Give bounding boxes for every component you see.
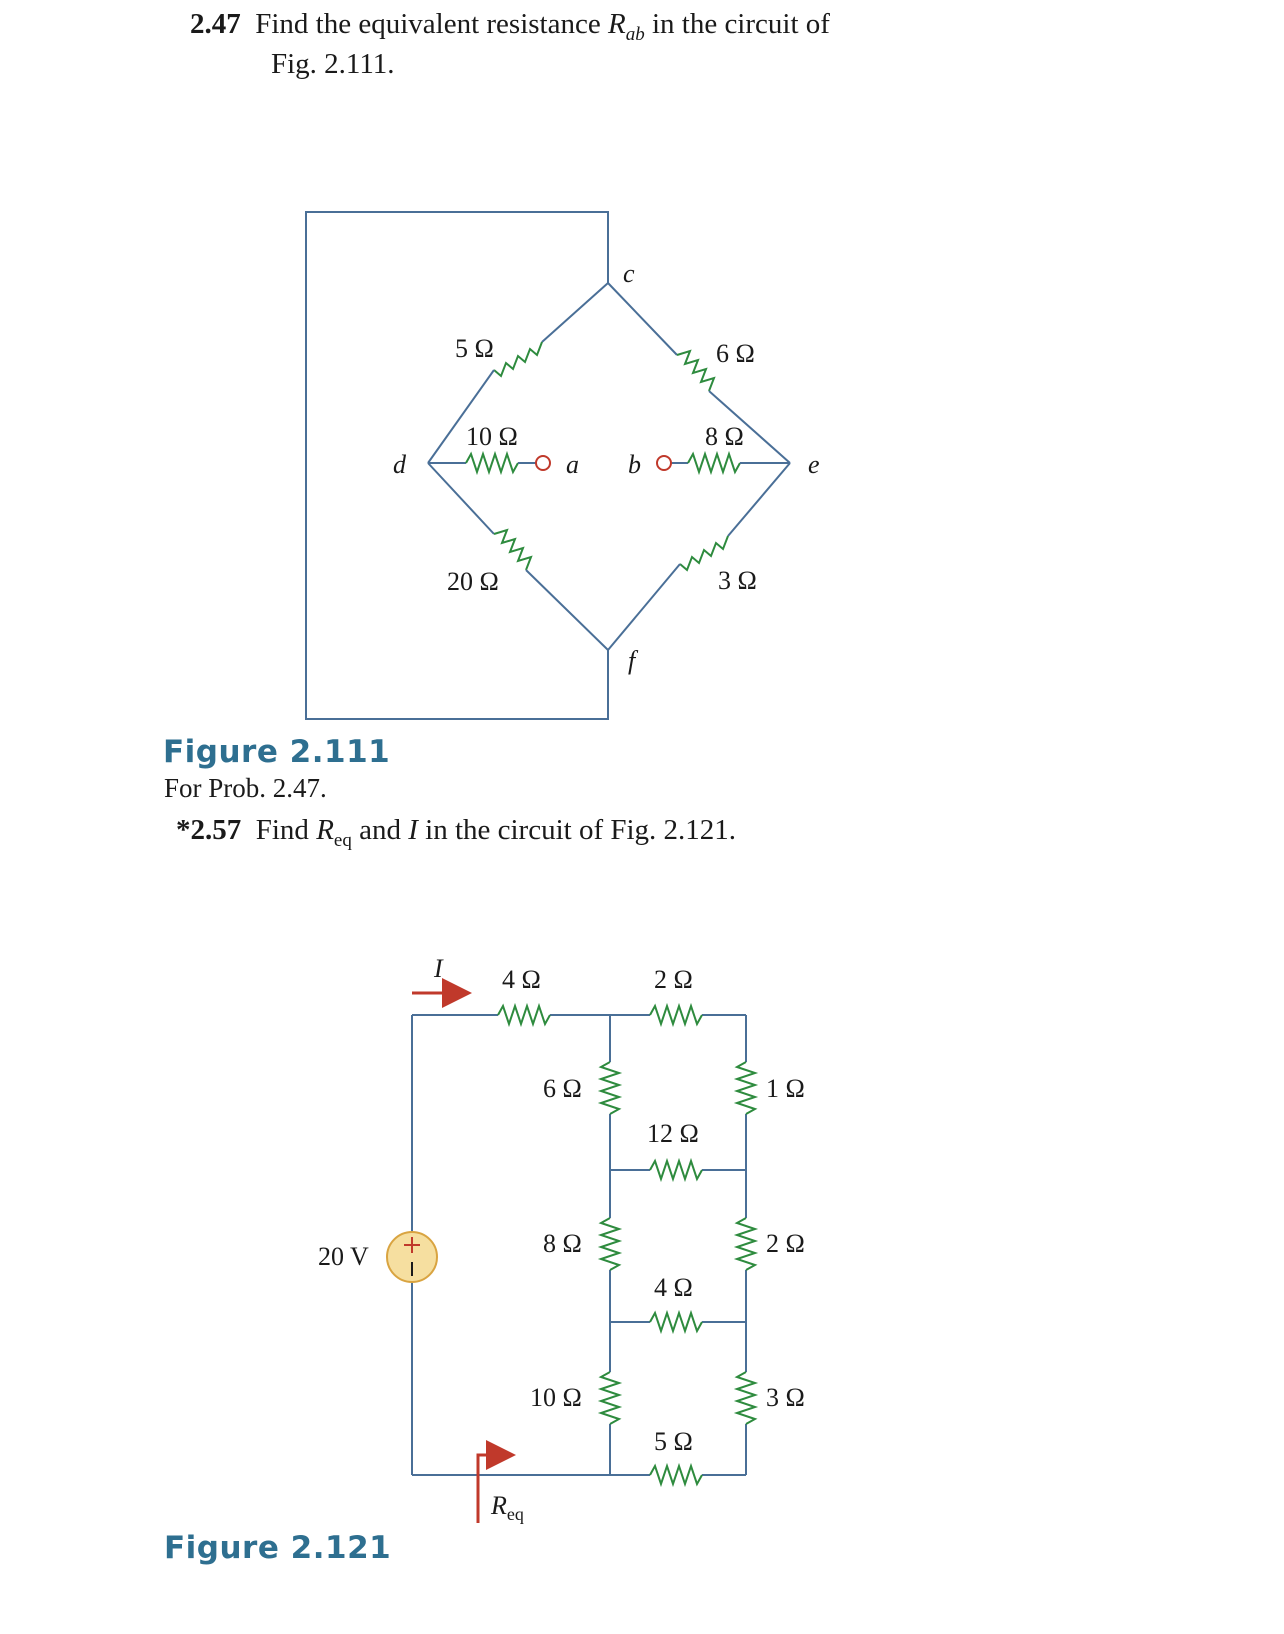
- wire-e-f-upper: [728, 463, 790, 536]
- label-8-ohm: 8 Ω: [705, 422, 744, 451]
- r-subscript: ab: [625, 23, 645, 45]
- wire-c-d-upper: [542, 283, 608, 342]
- label-3-ohm: 3 Ω: [718, 566, 757, 595]
- wire-d-f-upper: [428, 463, 494, 534]
- wire-e-f-lower: [608, 564, 680, 650]
- terminal-a: [536, 456, 550, 470]
- label-20-ohm: 20 Ω: [447, 567, 499, 596]
- resistor-8-ohm: [601, 1218, 619, 1270]
- terminal-b: [657, 456, 671, 470]
- resistor-5-ohm: [494, 342, 542, 376]
- figure-2-121-title: Figure 2.121: [164, 1530, 392, 1566]
- resistor-top-4-ohm: [498, 1006, 550, 1024]
- resistor-3-ohm: [737, 1372, 755, 1424]
- resistor-3-ohm: [680, 536, 728, 570]
- req-symbol: R: [491, 1491, 507, 1520]
- resistor-6-ohm: [677, 351, 714, 391]
- resistor-4-ohm-rung: [650, 1313, 702, 1331]
- label-top-4-ohm: 4 Ω: [502, 965, 541, 994]
- problem-text-and: and: [359, 814, 401, 846]
- label-6-ohm: 6 Ω: [716, 339, 755, 368]
- i-symbol: I: [408, 814, 418, 846]
- wire-d-f-lower: [526, 570, 608, 650]
- label-20v: 20 V: [318, 1242, 369, 1271]
- resistor-top-2-ohm: [650, 1006, 702, 1024]
- node-label-b: b: [628, 450, 641, 479]
- resistor-10-ohm: [466, 454, 518, 472]
- node-label-a: a: [566, 450, 579, 479]
- problem-number: *2.57: [176, 814, 242, 846]
- problem-text-end: in the circuit of: [651, 8, 830, 40]
- node-label-d: d: [393, 450, 406, 479]
- wire-c-e-upper: [608, 283, 677, 355]
- resistor-5-ohm: [650, 1466, 702, 1484]
- voltage-source-20v: [387, 1232, 437, 1282]
- figure-2-111-caption: For Prob. 2.47.: [164, 773, 327, 803]
- req-subscript: eq: [506, 1504, 524, 1524]
- label-current-i: I: [434, 954, 443, 983]
- resistor-8-ohm: [688, 454, 740, 472]
- label-5-ohm: 5 Ω: [654, 1427, 693, 1456]
- label-1-ohm: 1 Ω: [766, 1074, 805, 1103]
- label-10-ohm: 10 Ω: [530, 1383, 582, 1412]
- node-label-c: c: [623, 259, 635, 288]
- r-subscript: eq: [333, 829, 352, 851]
- resistor-10-ohm: [601, 1372, 619, 1424]
- outer-loop-wire: [306, 212, 608, 719]
- node-label-f: f: [628, 646, 636, 675]
- label-2-ohm: 2 Ω: [766, 1229, 805, 1258]
- resistor-1-ohm: [737, 1062, 755, 1114]
- label-8-ohm: 8 Ω: [543, 1229, 582, 1258]
- label-5-ohm: 5 Ω: [455, 334, 494, 363]
- label-4-ohm-rung: 4 Ω: [654, 1273, 693, 1302]
- label-10-ohm: 10 Ω: [466, 422, 518, 451]
- resistor-12-ohm: [650, 1161, 702, 1179]
- r-symbol: R: [316, 814, 334, 846]
- label-6-ohm: 6 Ω: [543, 1074, 582, 1103]
- label-req: [490, 1491, 524, 1524]
- label-12-ohm: 12 Ω: [647, 1119, 699, 1148]
- node-label-e: e: [808, 450, 820, 479]
- problem-text: Find the equivalent resistance: [255, 8, 601, 40]
- problem-2-47-line2: Fig. 2.111.: [271, 48, 395, 80]
- problem-number: 2.47: [190, 8, 241, 40]
- figure-2-121-resistors: [498, 1006, 755, 1484]
- resistor-2-ohm: [737, 1218, 755, 1270]
- r-symbol: R: [607, 8, 626, 40]
- problem-text-end: in the circuit of Fig. 2.121.: [425, 814, 737, 846]
- figure-2-111-title: Figure 2.111: [163, 734, 391, 770]
- problem-text: Find: [255, 814, 309, 846]
- resistor-6-ohm: [601, 1062, 619, 1114]
- label-top-2-ohm: 2 Ω: [654, 965, 693, 994]
- label-3-ohm: 3 Ω: [766, 1383, 805, 1412]
- resistor-20-ohm: [494, 530, 531, 570]
